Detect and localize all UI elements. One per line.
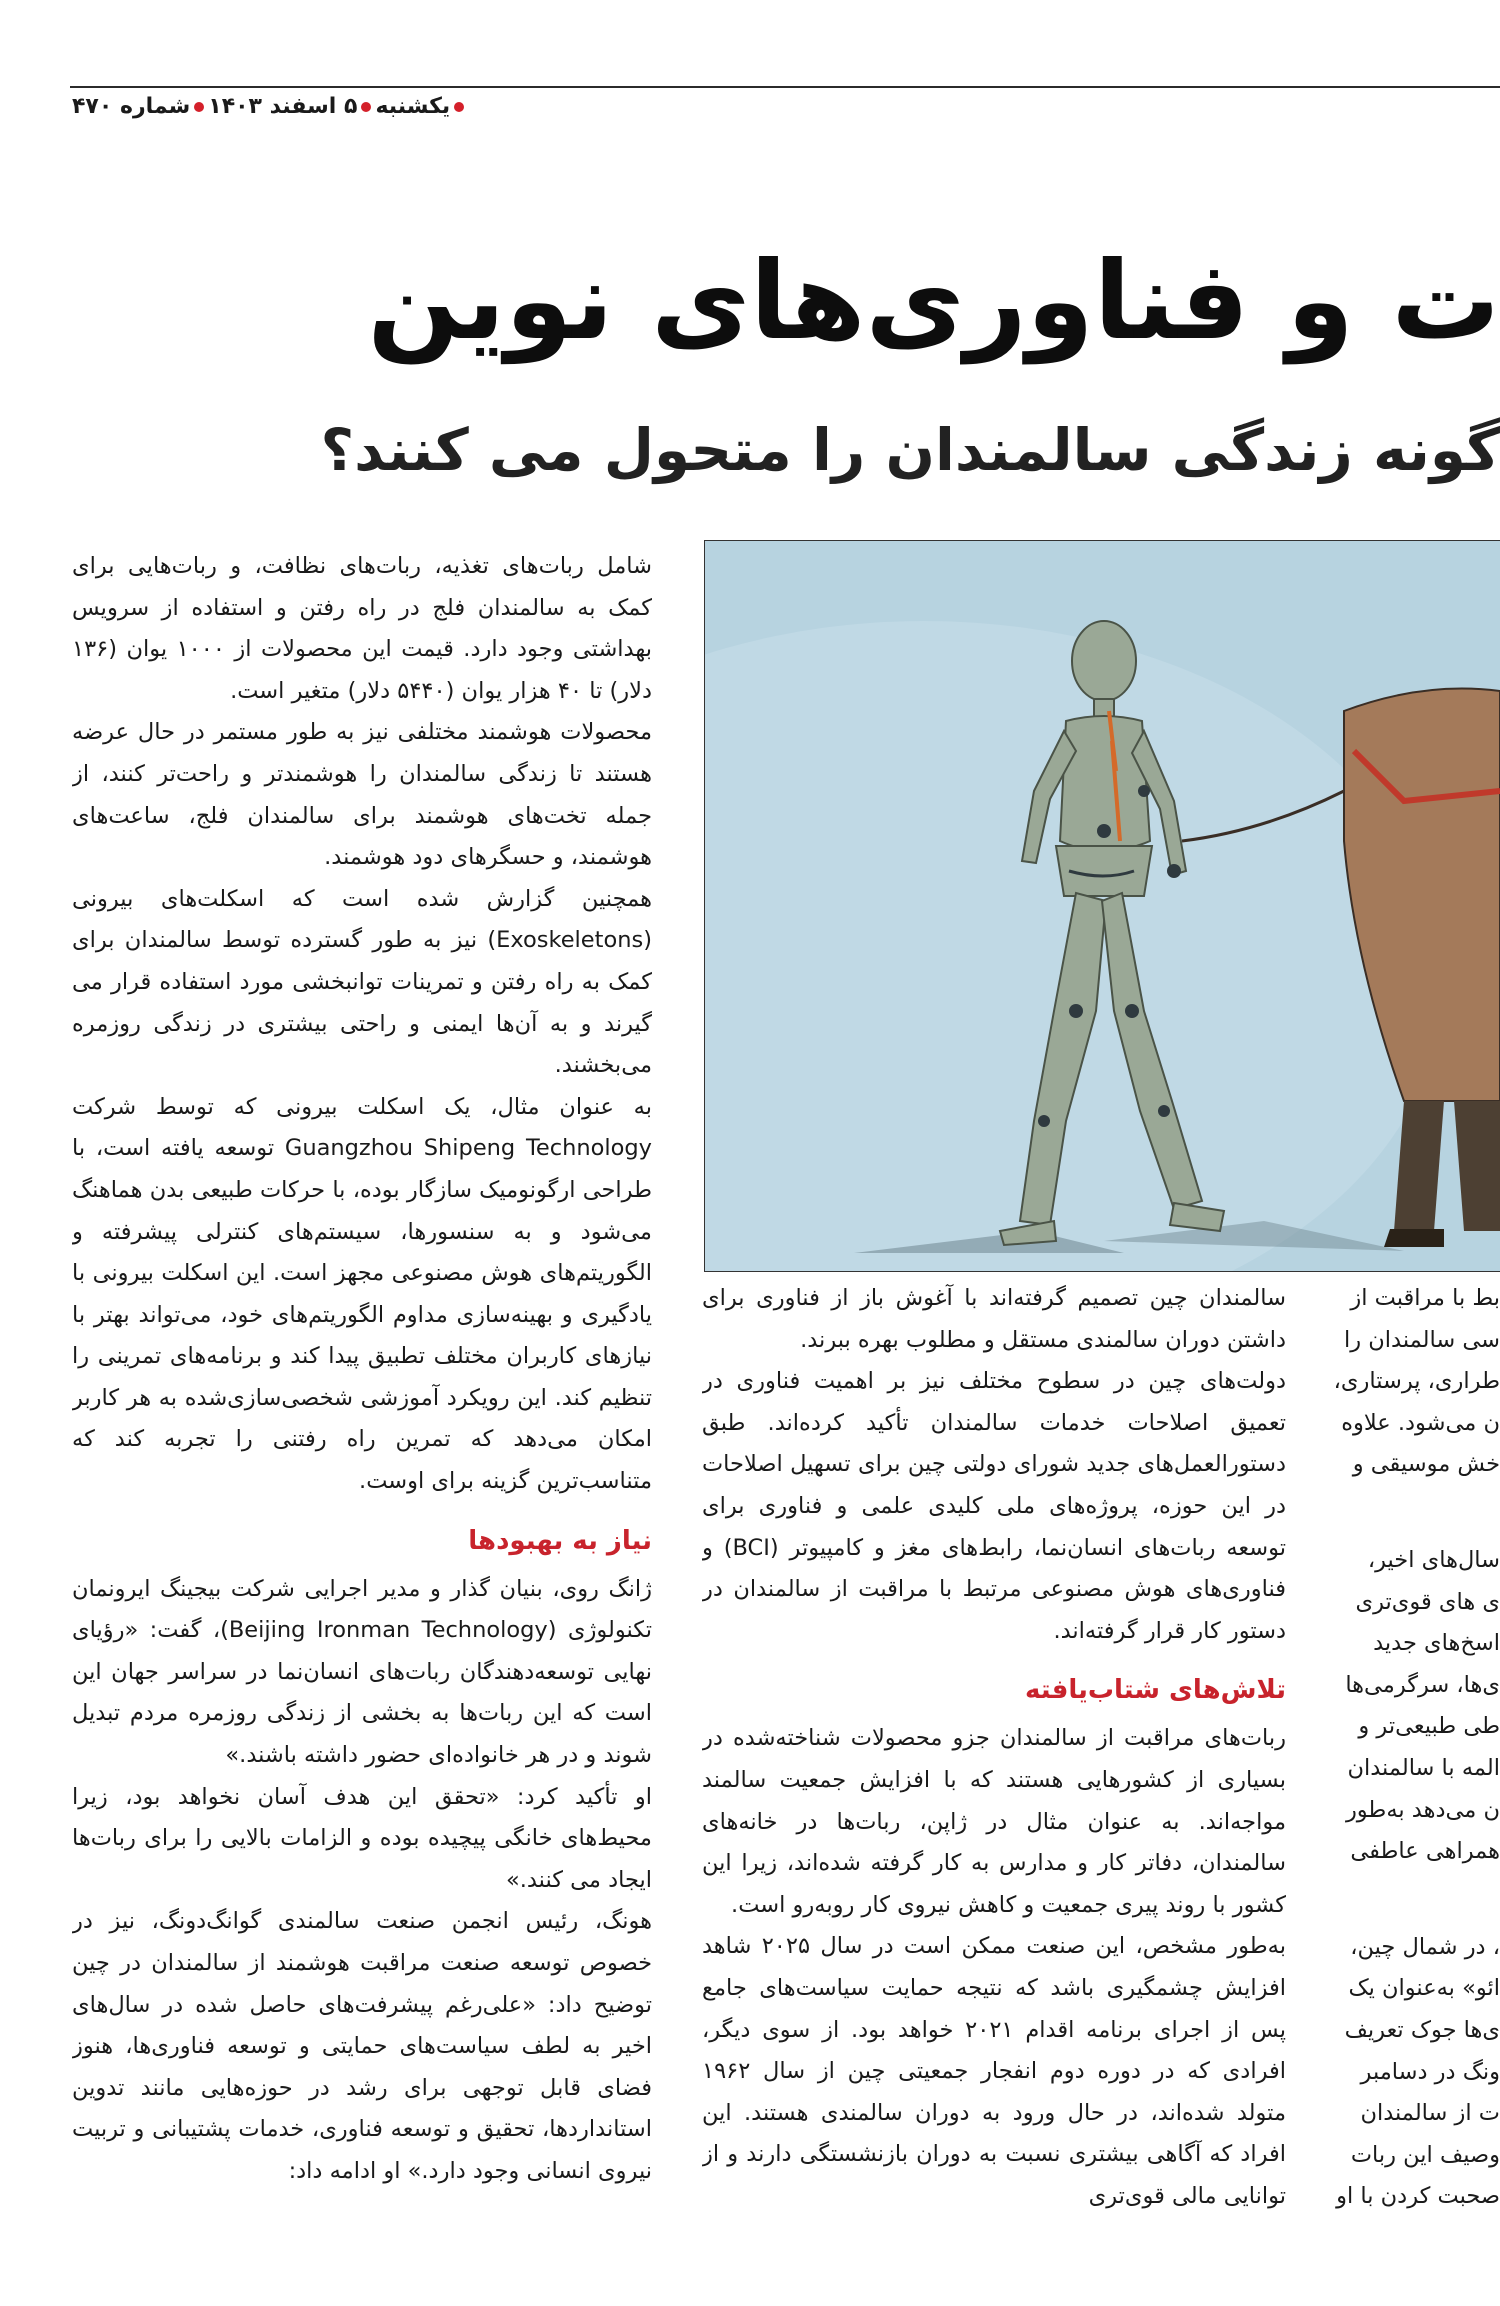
- line: ی های قوی‌تری: [1355, 1588, 1500, 1615]
- line: ائو» به‌عنوان یک: [1348, 1975, 1500, 2002]
- paragraph: همچنین گزارش شده است که اسکلت‌های بیرونی (Exoskeletons) نیز به طور گسترده توسط سالمندان برای کمک به راه رفتن و تمرینات توانبخشی مورد استفاده قرار می گیرند و به آن‌ها ایمنی و راحتی بیشتری در زندگی روزمره می‌بخشند.: [72, 885, 652, 1079]
- paragraph: محصولات هوشمند مختلفی نیز به طور مستمر در حال عرضه هستند تا زندگی سالمندان را هوشمندتر و راحت‌تر کنند، از جمله تخت‌های هوشمند برای سالمندان فلج، ساعت‌های هوشمند، و حسگرهای دود هوشمند.: [72, 719, 652, 871]
- line: المه با سالمندان: [1347, 1754, 1500, 1781]
- line: وصیف این ربات: [1350, 2141, 1500, 2168]
- bullet-icon: [194, 102, 204, 112]
- spacer: [1334, 1486, 1500, 1540]
- section-heading: تلاش‌های شتاب‌یافته: [1024, 1675, 1286, 1706]
- line: ، در شمال چین،: [1350, 1933, 1500, 1960]
- line: سال‌های اخیر،: [1367, 1546, 1500, 1573]
- paragraph: شامل ربات‌های تغذیه، ربات‌های نظافت، و ربات‌هایی برای کمک به سالمندان فلج در راه رفتن و استفاده از سرویس بهداشتی وجود دارد. قیمت این محصولات از ۱۰۰۰ یوان (۱۳۶ دلار) تا ۴۰ هزار یوان (۵۴۴۰ دلار) متغیر است.: [72, 553, 652, 704]
- article-illustration: [704, 540, 1500, 1272]
- header-rule: [70, 86, 1500, 88]
- paragraph: سالمندان چین تصمیم گرفته‌اند با آغوش باز از فناوری برای داشتن دوران سالمندی مستقل و مطلوب بهره ببرند.: [702, 1285, 1286, 1353]
- line: بط با مراقبت از: [1350, 1285, 1500, 1311]
- article-column-middle: [702, 1278, 1286, 2306]
- spacer: [1334, 1873, 1500, 1927]
- weekday: یکشنبه: [375, 94, 451, 119]
- line: سی سالمندان را: [1344, 1326, 1500, 1353]
- section-heading: نیاز به بهبودها: [468, 1525, 652, 1556]
- line: صحبت کردن با او: [1336, 2183, 1500, 2210]
- issue-info: [72, 94, 468, 119]
- paragraph: ژانگ روی، بنیان گذار و مدیر اجرایی شرکت بیجینگ ایرونمان تکنولوژی (Beijing Ironman Technology)، گفت: «رؤیای نهایی توسعه‌دهندگان ربات‌های انسان‌نما در سراسر جهان این است که این ربات‌ها به بخشی از زندگی روزمره مردم تبدیل شوند و در هر خانواده‌ای حضور داشته باشند.»: [72, 1575, 652, 1769]
- bullet-icon: [361, 102, 371, 112]
- paragraph: به‌طور مشخص، این صنعت ممکن است در سال ۲۰۲۵ شاهد افزایش چشمگیری باشد که نتیجه حمایت سیاست‌های جامع پس از اجرای برنامه اقدام ۲۰۲۱ خواهد بود. از سوی دیگر، افرادی که در دوره دوم انفجار جمعیتی چین از سال ۱۹۶۲ متولد شده‌اند، در حال ورود به دوران سالمندی هستند. این افراد که آگاهی بیشتری نسبت به دوران بازنشستگی دارند و از توانایی مالی قوی‌تری: [702, 1933, 1286, 2209]
- line: ن می‌دهد به‌طور: [1345, 1796, 1500, 1823]
- line: اسخ‌های جدید: [1373, 1630, 1500, 1657]
- paragraph: دولت‌های چین در سطوح مختلف نیز بر اهمیت فناوری در تعمیق اصلاحات خدمات سالمندان تأکید کرده‌اند. طبق دستورالعمل‌های جدید شورای دولتی چین برای تسهیل اصلاحات در این حوزه، پروژه‌های ملی کلیدی علمی و فناوری برای توسعه ربات‌های انسان‌نما، رابط‌های مغز و کامپیوتر (BCI) و فناوری‌های هوش مصنوعی مرتبط با مراقبت از سالمندان در دستور کار قرار گرفته‌اند.: [702, 1368, 1286, 1644]
- page-subtitle: گونه زندگی سالمندان را متحول می کنند؟: [320, 416, 1500, 484]
- line: ت از سالمندان: [1360, 2100, 1500, 2127]
- line: ی‌ها، سرگرمی‌ها: [1345, 1671, 1500, 1698]
- issue-date: ۵ اسفند ۱۴۰۳: [208, 94, 358, 119]
- line: طی طبیعی‌تر و: [1358, 1713, 1500, 1740]
- article-column-right-cropped: [1334, 1278, 1500, 2306]
- paragraph: به عنوان مثال، یک اسکلت بیرونی که توسط شرکت Guangzhou Shipeng Technology توسعه یافته است، با طراحی ارگونومیک سازگار بوده، با حرکات طبیعی بدن هماهنگ می‌شود و به سنسورها، سیستم‌های کنترلی پیشرفته و الگوریتم‌های هوش مصنوعی مجهز است. این اسکلت بیرونی با یادگیری و بهینه‌سازی مداوم الگوریتم‌های خود، می‌تواند بهتر با نیازهای کاربران مختلف تطبیق پیدا کند و برنامه‌های تمرینی را تنظیم کند. این رویکرد آموزشی شخصی‌سازی‌شده به هر کاربر امکان می‌دهد که تمرین راه رفتنی را تجربه کند که متناسب‌ترین گزینه برای اوست.: [72, 1093, 652, 1495]
- paragraph: او تأکید کرد: «تحقق این هدف آسان نخواهد بود، زیرا محیط‌های خانگی پیچیده بوده و الزامات بالایی را برای ربات‌ها ایجاد می کنند.»: [72, 1783, 652, 1893]
- line: ی‌ها جوک تعریف: [1344, 2016, 1500, 2043]
- line: طراری، پرستاری،: [1334, 1368, 1500, 1395]
- bullet-icon: [454, 102, 464, 112]
- line: ن می‌شود. علاوه: [1341, 1409, 1500, 1436]
- paragraph: ربات‌های مراقبت از سالمندان جزو محصولات شناخته‌شده در بسیاری از کشورهایی هستند که با افزایش جمعیت سالمند مواجه‌اند. به عنوان مثال در ژاپن، ربات‌ها در خانه‌های سالمندان، دفاتر کار و مدارس به کار گرفته شده‌اند، زیرا این کشور با روند پیری جمعیت و کاهش نیروی کار روبه‌رو است.: [702, 1725, 1286, 1918]
- page-title: ت و فناوری‌های نوین: [367, 239, 1500, 364]
- line: همراهی عاطفی: [1350, 1838, 1500, 1865]
- paragraph: هونگ، رئیس انجمن صنعت سالمندی گوانگ‌دونگ، نیز در خصوص توسعه صنعت مراقبت هوشمند از سالمندان در چین توضیح داد: «علی‌رغم پیشرفت‌های حاصل شده در سال‌های اخیر به لطف سیاست‌های حمایتی و توسعه فناوری‌ها، هنوز فضای قابل توجهی برای رشد در حوزه‌هایی مانند تدوین استانداردها، تحقیق و توسعه فناوری، خدمات پشتیبانی و تربیت نیروی انسانی وجود دارد.» او ادامه داد:: [72, 1908, 652, 2184]
- line: ونگ در دسامبر: [1360, 2058, 1500, 2085]
- line: خش موسیقی و: [1352, 1451, 1500, 1478]
- issue-number: شماره ۴۷۰: [72, 94, 191, 119]
- article-column-left: [72, 546, 652, 2306]
